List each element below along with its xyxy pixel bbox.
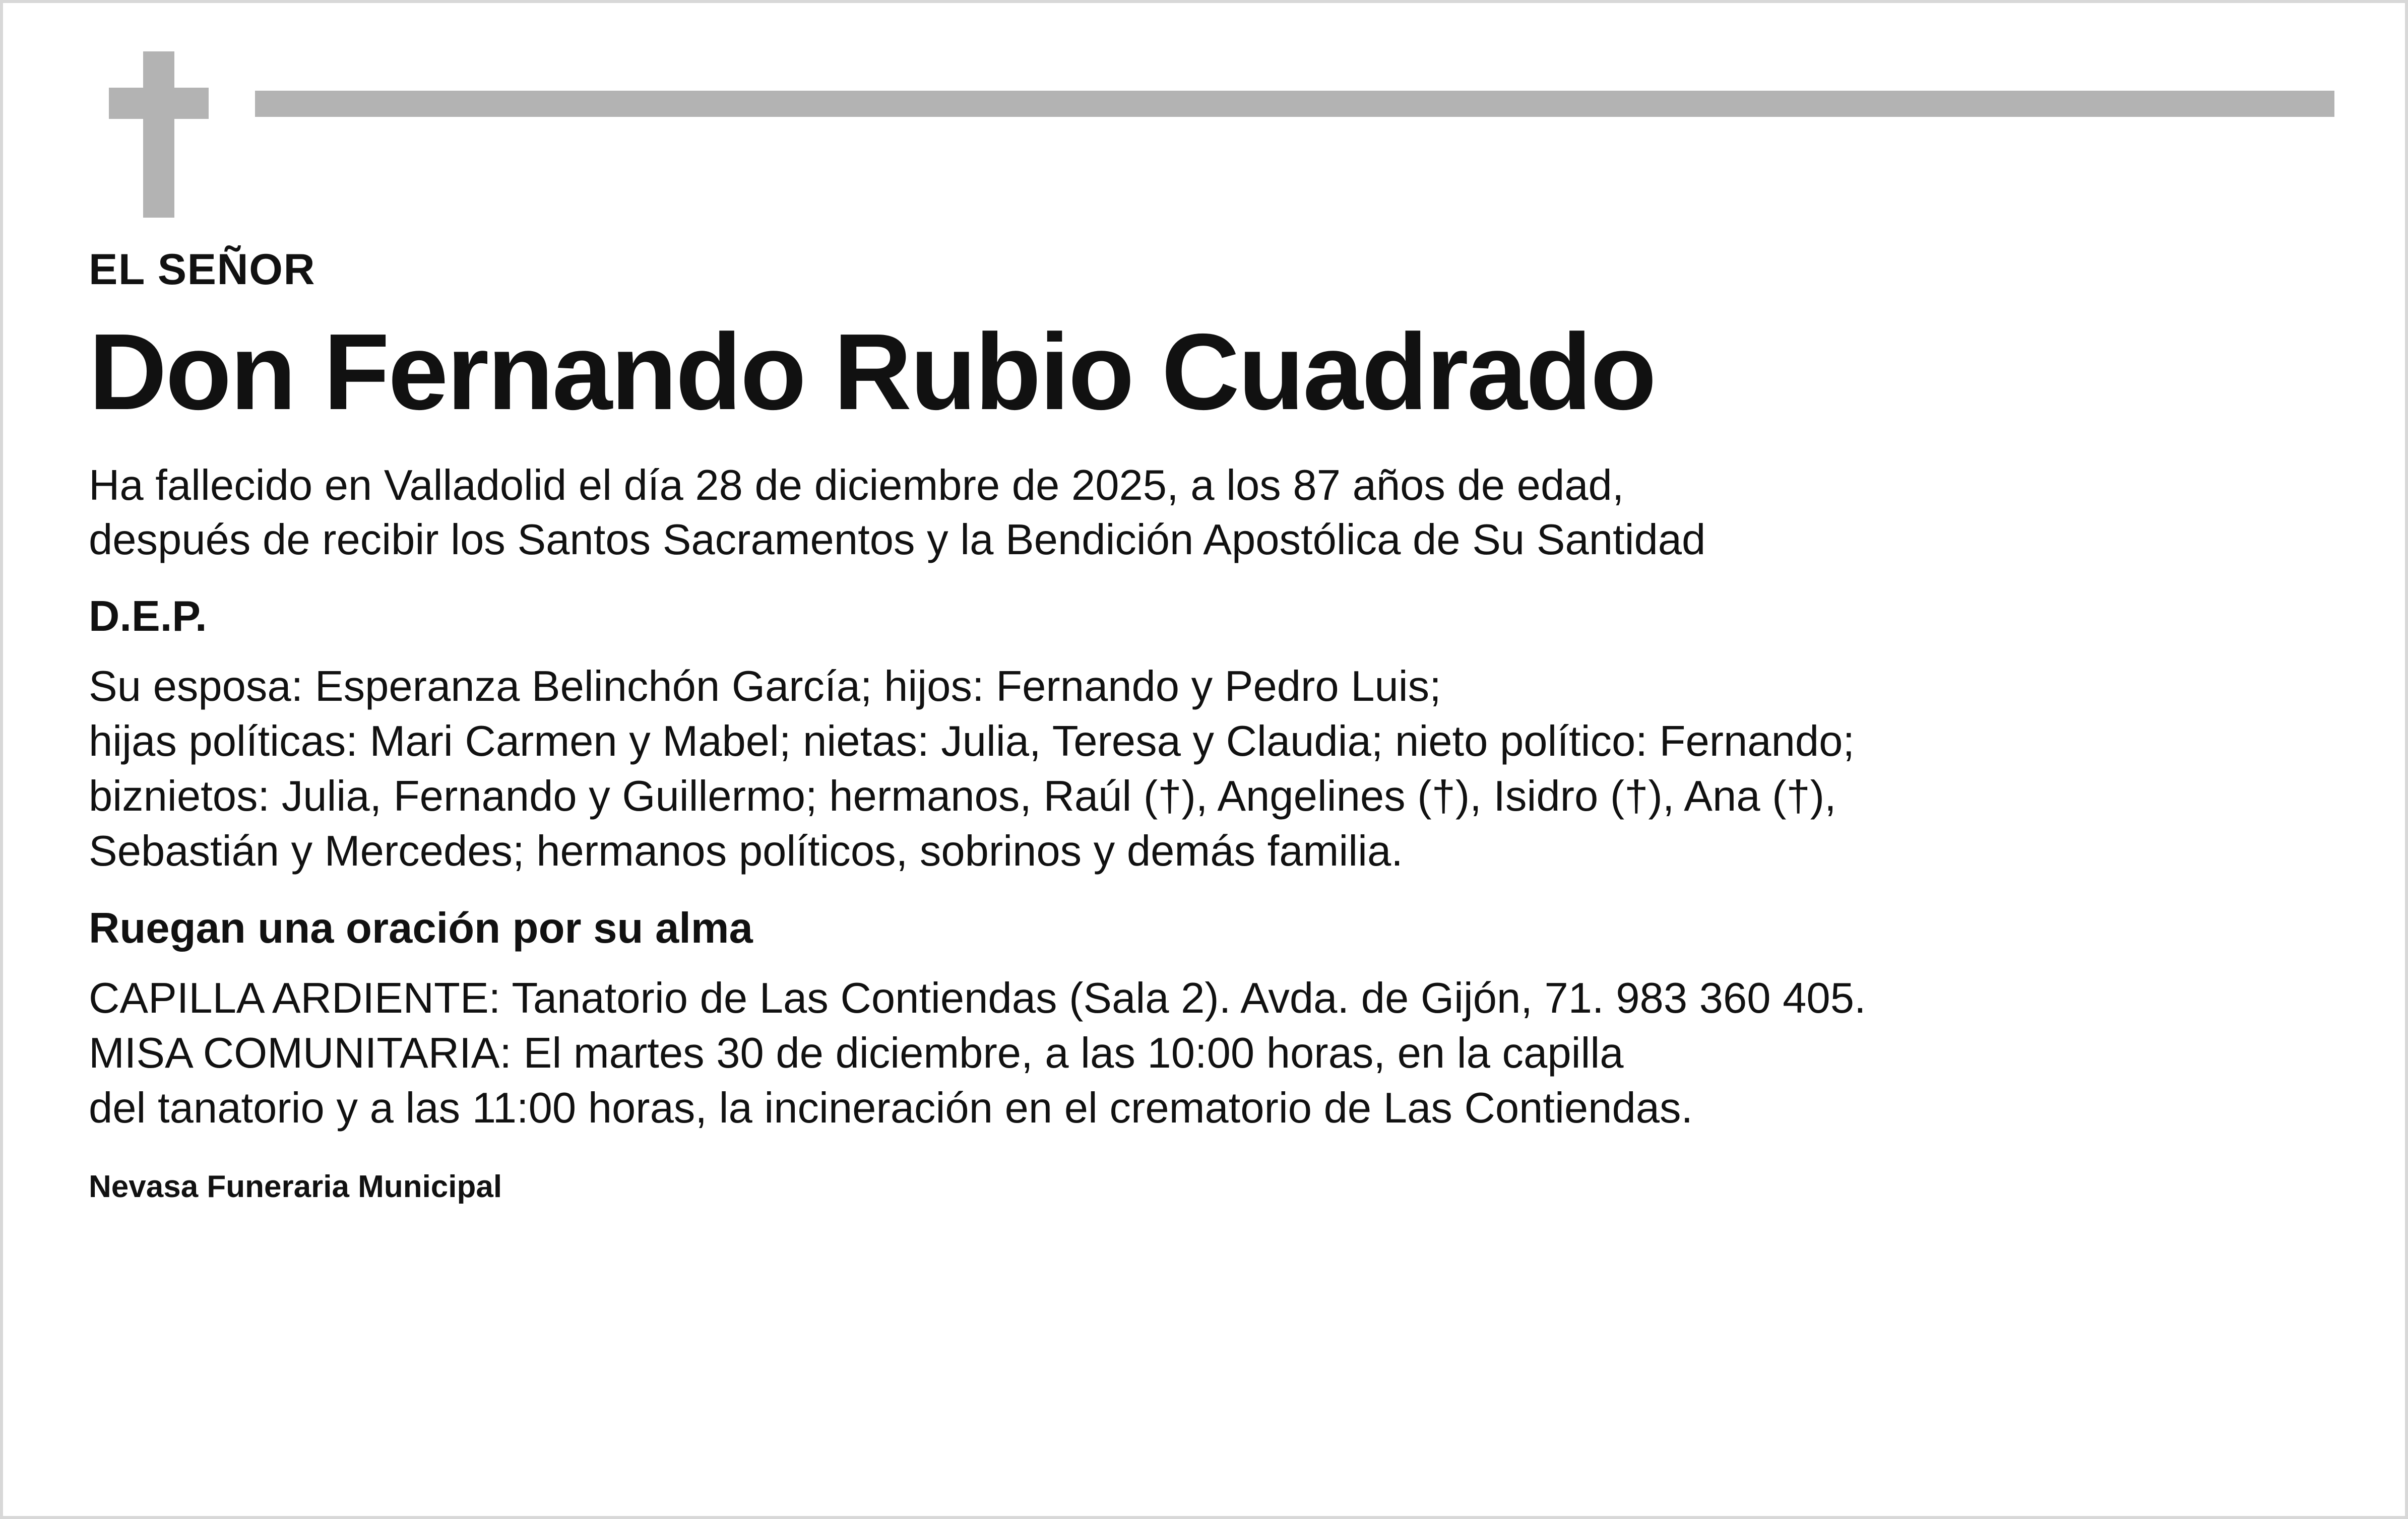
prayer-request: Ruegan una oración por su alma: [89, 904, 753, 953]
notice-header: [89, 51, 2334, 218]
death-statement: [89, 458, 2334, 568]
service-details-line-3: del tanatorio y a las 11:00 horas, la incineración en el crematorio de Las Contiendas.: [89, 1084, 1693, 1132]
notice-content: [89, 51, 2334, 1206]
eyebrow-label: EL SEÑOR: [89, 245, 316, 294]
dep-label: D.E.P.: [89, 592, 207, 641]
death-statement-line-1: Ha fallecido en Valladolid el día 28 de diciembre de 2025, a los 87 años de edad,: [89, 461, 1624, 509]
funeral-home-name: Nevasa Funeraria Municipal: [89, 1169, 502, 1204]
family-list-line-1: Su esposa: Esperanza Belinchón García; hijos: Fernando y Pedro Luis;: [89, 663, 1441, 711]
service-details-line-1: CAPILLA ARDIENTE: Tanatorio de Las Contiendas (Sala 2). Avda. de Gijón, 71. 983 360 405.: [89, 974, 1866, 1023]
family-list-line-3: biznietos: Julia, Fernando y Guillermo; hermanos, Raúl (†), Angelines (†), Isidro (†), Ana (†),: [89, 772, 1836, 820]
header-rule: [255, 91, 2334, 117]
family-list-line-2: hijas políticas: Mari Carmen y Mabel; nietas: Julia, Teresa y Claudia; nieto político: Fernando;: [89, 717, 1855, 765]
cross-horizontal-bar: [109, 88, 209, 119]
cross-icon: [109, 51, 205, 218]
death-statement-line-2: después de recibir los Santos Sacramentos y la Bendición Apostólica de Su Santidad: [89, 516, 1706, 564]
service-details: [89, 971, 2334, 1136]
service-details-line-2: MISA COMUNITARIA: El martes 30 de diciembre, a las 10:00 horas, en la capilla: [89, 1029, 1624, 1078]
family-list: [89, 659, 2334, 879]
family-list-line-4: Sebastián y Mercedes; hermanos políticos, sobrinos y demás familia.: [89, 827, 1403, 875]
deceased-name: Don Fernando Rubio Cuadrado: [89, 311, 1655, 433]
cross-vertical-bar: [143, 51, 174, 218]
